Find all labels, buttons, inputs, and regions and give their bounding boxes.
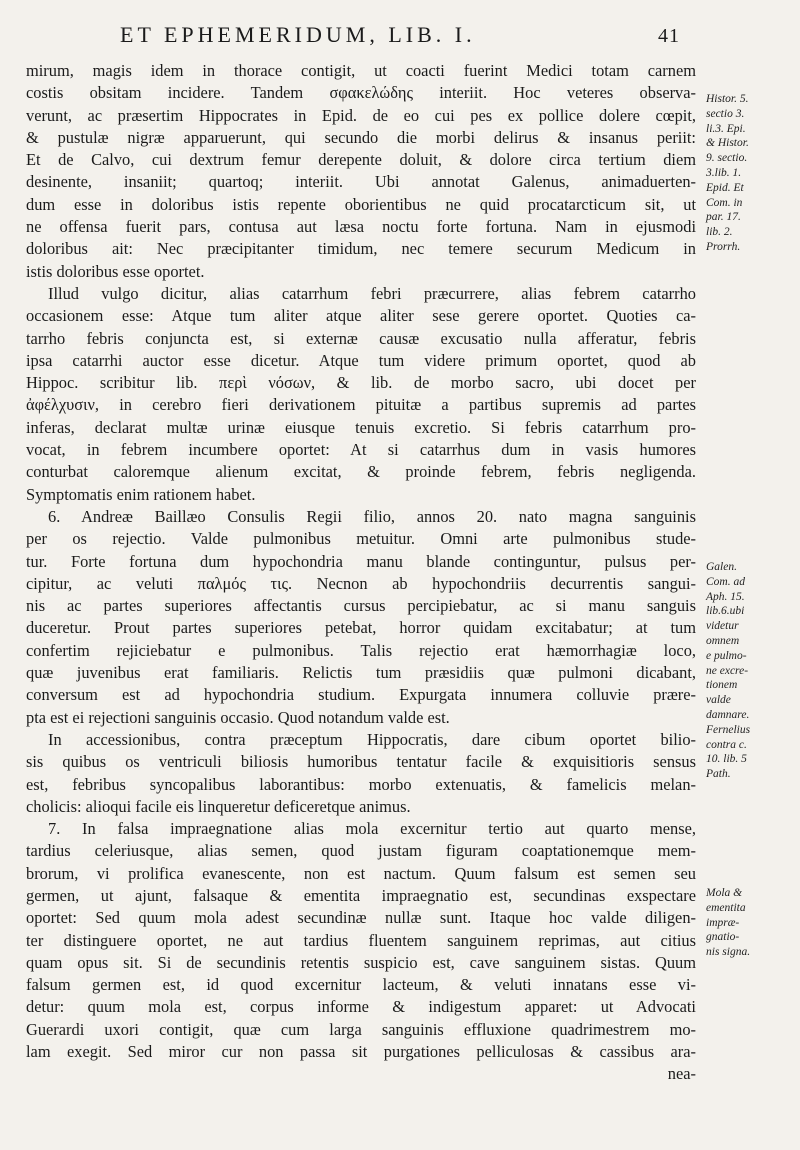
text-line: dum esse in doloribus istis repente oborientibus ne quid procatarcticum sit, ut bbox=[26, 194, 696, 214]
text-line: tur. Forte fortuna dum hypochondria manu blande continguntur, pulsus per- bbox=[26, 551, 696, 571]
margin-note-line: omnem bbox=[706, 634, 740, 647]
text-line: pta est ei rejectioni sanguinis occasio. Quod notandum valde est. bbox=[26, 707, 450, 727]
text-line: sis quibus os ventriculi biliosis humoribus tentatur facile & exquisitioris sensus bbox=[26, 752, 696, 772]
margin-note-line: sectio 3. bbox=[706, 107, 745, 120]
margin-note-line: Histor. 5. bbox=[706, 93, 749, 105]
text-line: inferas, declarat multæ urinæ eiusque tenuis excretio. Si febris catarrhum pro- bbox=[26, 417, 696, 437]
margin-note-line: Aph. 15. bbox=[706, 590, 745, 603]
main-text bbox=[26, 60, 696, 1086]
text-line: ne offensa fuerit pars, contusa aut læsa noctu forte fortuna. Nam in ejusmodi bbox=[26, 217, 696, 237]
text-line: Guerardi uxori contigit, quæ cum larga sanguinis effluxione quadrimestrem mo- bbox=[26, 1019, 696, 1039]
text-line: occasionem esse: Atque tum aliter atque aliter sese gerere oportet. Quoties ca- bbox=[26, 306, 696, 326]
margin-note-line: & Histor. bbox=[706, 137, 749, 150]
text-line: falsum germen est, id quod excernitur lacteum, & veluti innatans esse vi- bbox=[26, 975, 696, 995]
text-line: Hippoc. scribitur lib. περὶ νόσων, & lib. de morbo sacro, ubi docet per bbox=[26, 373, 696, 393]
margin-note-line: 9. sectio. bbox=[706, 152, 748, 165]
text-line: confertim rejiciebatur e pulmonibus. Talis rejectio erat hæmorrhagiæ loco, bbox=[26, 640, 696, 660]
text-line: per os rejectio. Valde pulmonibus metuitur. Omni arte pulmonibus stude- bbox=[26, 529, 696, 549]
text-line: costis obsitam incidere. Tandem σφακελώδης interiit. Hoc veteres observa- bbox=[26, 83, 696, 103]
margin-note-line: Com. in bbox=[706, 196, 743, 209]
text-line: desinente, insaniit; quartoq; interiit. Ubi annotat Galenus, animaduerten- bbox=[26, 172, 696, 192]
margin-note-line: ne excre- bbox=[706, 664, 749, 677]
text-line: conversum est ad hypochondria studium. Expurgata innumera colluvie prære- bbox=[26, 685, 696, 705]
running-header bbox=[120, 22, 680, 48]
text-line: detur: quum mola est, corpus informe & indigestum apparet: ut Advocati bbox=[26, 997, 696, 1017]
text-line: Illud vulgo dicitur, alias catarrhum febri præcurrere, alias febrem catarrho bbox=[48, 283, 696, 303]
margin-note-line: e pulmo- bbox=[706, 649, 747, 662]
text-line: germen, ut ajunt, falsaque & ementita impraegnatio est, secundinas exspectare bbox=[26, 885, 696, 905]
text-line: nis ac partes superiores affectantis cursus percipiebatur, ac si manu sanguis bbox=[26, 596, 696, 616]
margin-note-line: Epid. Et bbox=[706, 181, 744, 194]
text-line: quæ juvenibus erat familiaris. Relictis tum præsidiis quæ pulmoni dicabant, bbox=[26, 663, 696, 683]
margin-note-line: 10. lib. 5 bbox=[706, 753, 747, 766]
text-line: ipsa catarrhi auctor esse dicetur. Atque tum videre primum oportet, quod ab bbox=[26, 350, 696, 370]
margin-note-2 bbox=[706, 560, 796, 782]
margin-note-line: lib. 2. bbox=[706, 226, 733, 239]
margin-note-line: li.3. Epi. bbox=[706, 122, 746, 135]
text-line: & pustulæ nigræ apparuerunt, qui secundo die morbi delirus & insanus periit: bbox=[26, 127, 696, 147]
margin-note-line: Galen. bbox=[706, 561, 737, 573]
margin-note-line: lib.6.ubi bbox=[706, 605, 745, 618]
text-line: est, febribus syncopalibus laborantibus: morbo extenuatis, & famelicis melan- bbox=[26, 774, 696, 794]
margin-note-line: contra c. bbox=[706, 738, 747, 751]
text-line: doloribus ait: Nec præcipitanter timidum, nec temere securum Medicum in bbox=[26, 239, 696, 259]
margin-note-line: gnatio- bbox=[706, 931, 740, 944]
margin-note-line: Prorrh. bbox=[706, 240, 741, 253]
margin-note-3 bbox=[706, 886, 796, 960]
text-line: oportet: Sed quum mola adest secundinæ nullæ sunt. Itaque hoc valde diligen- bbox=[26, 908, 696, 928]
margin-note-line: valde bbox=[706, 694, 731, 707]
text-line: tardius celeriusque, alias semen, quod justam figuram coaptationemque mem- bbox=[26, 841, 696, 861]
text-line: duceretur. Prout partes superiores petebat, horror quidam excitabatur; at tum bbox=[26, 618, 696, 638]
text-line: ἀφέλχυσιν, in cerebro fieri derivationem pituitæ a partibus supremis ad partes bbox=[26, 395, 696, 415]
text-line: brorum, vi prolifica evanescente, non est nactum. Quum falsum est semen seu bbox=[26, 863, 696, 883]
text-line: ter distinguere oportet, ne aut tardius fluentem sanguinem reprimas, aut citius bbox=[26, 930, 696, 950]
margin-note-1 bbox=[706, 92, 796, 255]
margin-note-line: par. 17. bbox=[706, 211, 741, 224]
text-line: cholicis: alioqui facile eis linqueretur deficeretque animus. bbox=[26, 796, 411, 816]
margin-note-line: Com. ad bbox=[706, 575, 745, 588]
text-line: tarrho febris conjuncta est, si externæ causæ excusatio nulla afferatur, febris bbox=[26, 328, 696, 348]
text-line: quam opus sit. Si de secundinis retentis suspicio est, cave sanguinem sistas. Quum bbox=[26, 952, 696, 972]
margin-note-line: damnare. bbox=[706, 708, 750, 721]
margin-note-line: Path. bbox=[706, 768, 731, 781]
margin-note-line: Fernelius bbox=[706, 723, 751, 736]
text-line: 7. In falsa impraegnatione alias mola excernitur tertio aut quarto mense, bbox=[48, 819, 696, 839]
text-line: mirum, magis idem in thorace contigit, ut coacti fuerint Medici totam carnem bbox=[26, 61, 696, 80]
text-line: verunt, ac præsertim Hippocrates in Epid. de eo cui pes ex pollice dolere cœpit, bbox=[26, 105, 696, 125]
text-line: nea- bbox=[667, 1064, 696, 1084]
text-line: Symptomatis enim rationem habet. bbox=[26, 484, 256, 504]
margin-note-line: videtur bbox=[706, 620, 739, 633]
margin-note-line: tionem bbox=[706, 679, 738, 692]
text-line: 6. Andreæ Baillæo Consulis Regii filio, annos 20. nato magna sanguinis bbox=[48, 506, 696, 526]
running-title: ET EPHEMERIDUM, LIB. I. bbox=[120, 22, 476, 47]
text-line: istis doloribus esse oportet. bbox=[26, 261, 205, 281]
text-line: lam exegit. Sed miror cur non passa sit purgationes pelliculosas & cassibus ara- bbox=[26, 1042, 696, 1062]
margin-note-line: 3.lib. 1. bbox=[706, 166, 742, 179]
margin-note-line: Mola & bbox=[706, 887, 743, 899]
margin-note-line: nis signa. bbox=[706, 946, 751, 959]
page-number: 41 bbox=[658, 25, 680, 47]
text-line: vocat, in febrem incumbere oportet: At si catarrhus dum in vasis humores bbox=[26, 440, 696, 460]
margin-note-line: ementita bbox=[706, 901, 746, 914]
margin-note-line: impræ- bbox=[706, 916, 740, 929]
text-line: cipitur, ac veluti παλμός τις. Necnon ab hypochondriis decurrentis sangui- bbox=[26, 573, 696, 593]
text-line: In accessionibus, contra præceptum Hippocratis, dare cibum oportet bilio- bbox=[48, 729, 696, 749]
text-line: Et de Calvo, cui dextrum femur derepente doluit, & dolore circa tertium diem bbox=[26, 150, 696, 170]
text-line: conturbat caloremque alienum excitat, & proinde febrem, febris negligenda. bbox=[26, 462, 696, 482]
